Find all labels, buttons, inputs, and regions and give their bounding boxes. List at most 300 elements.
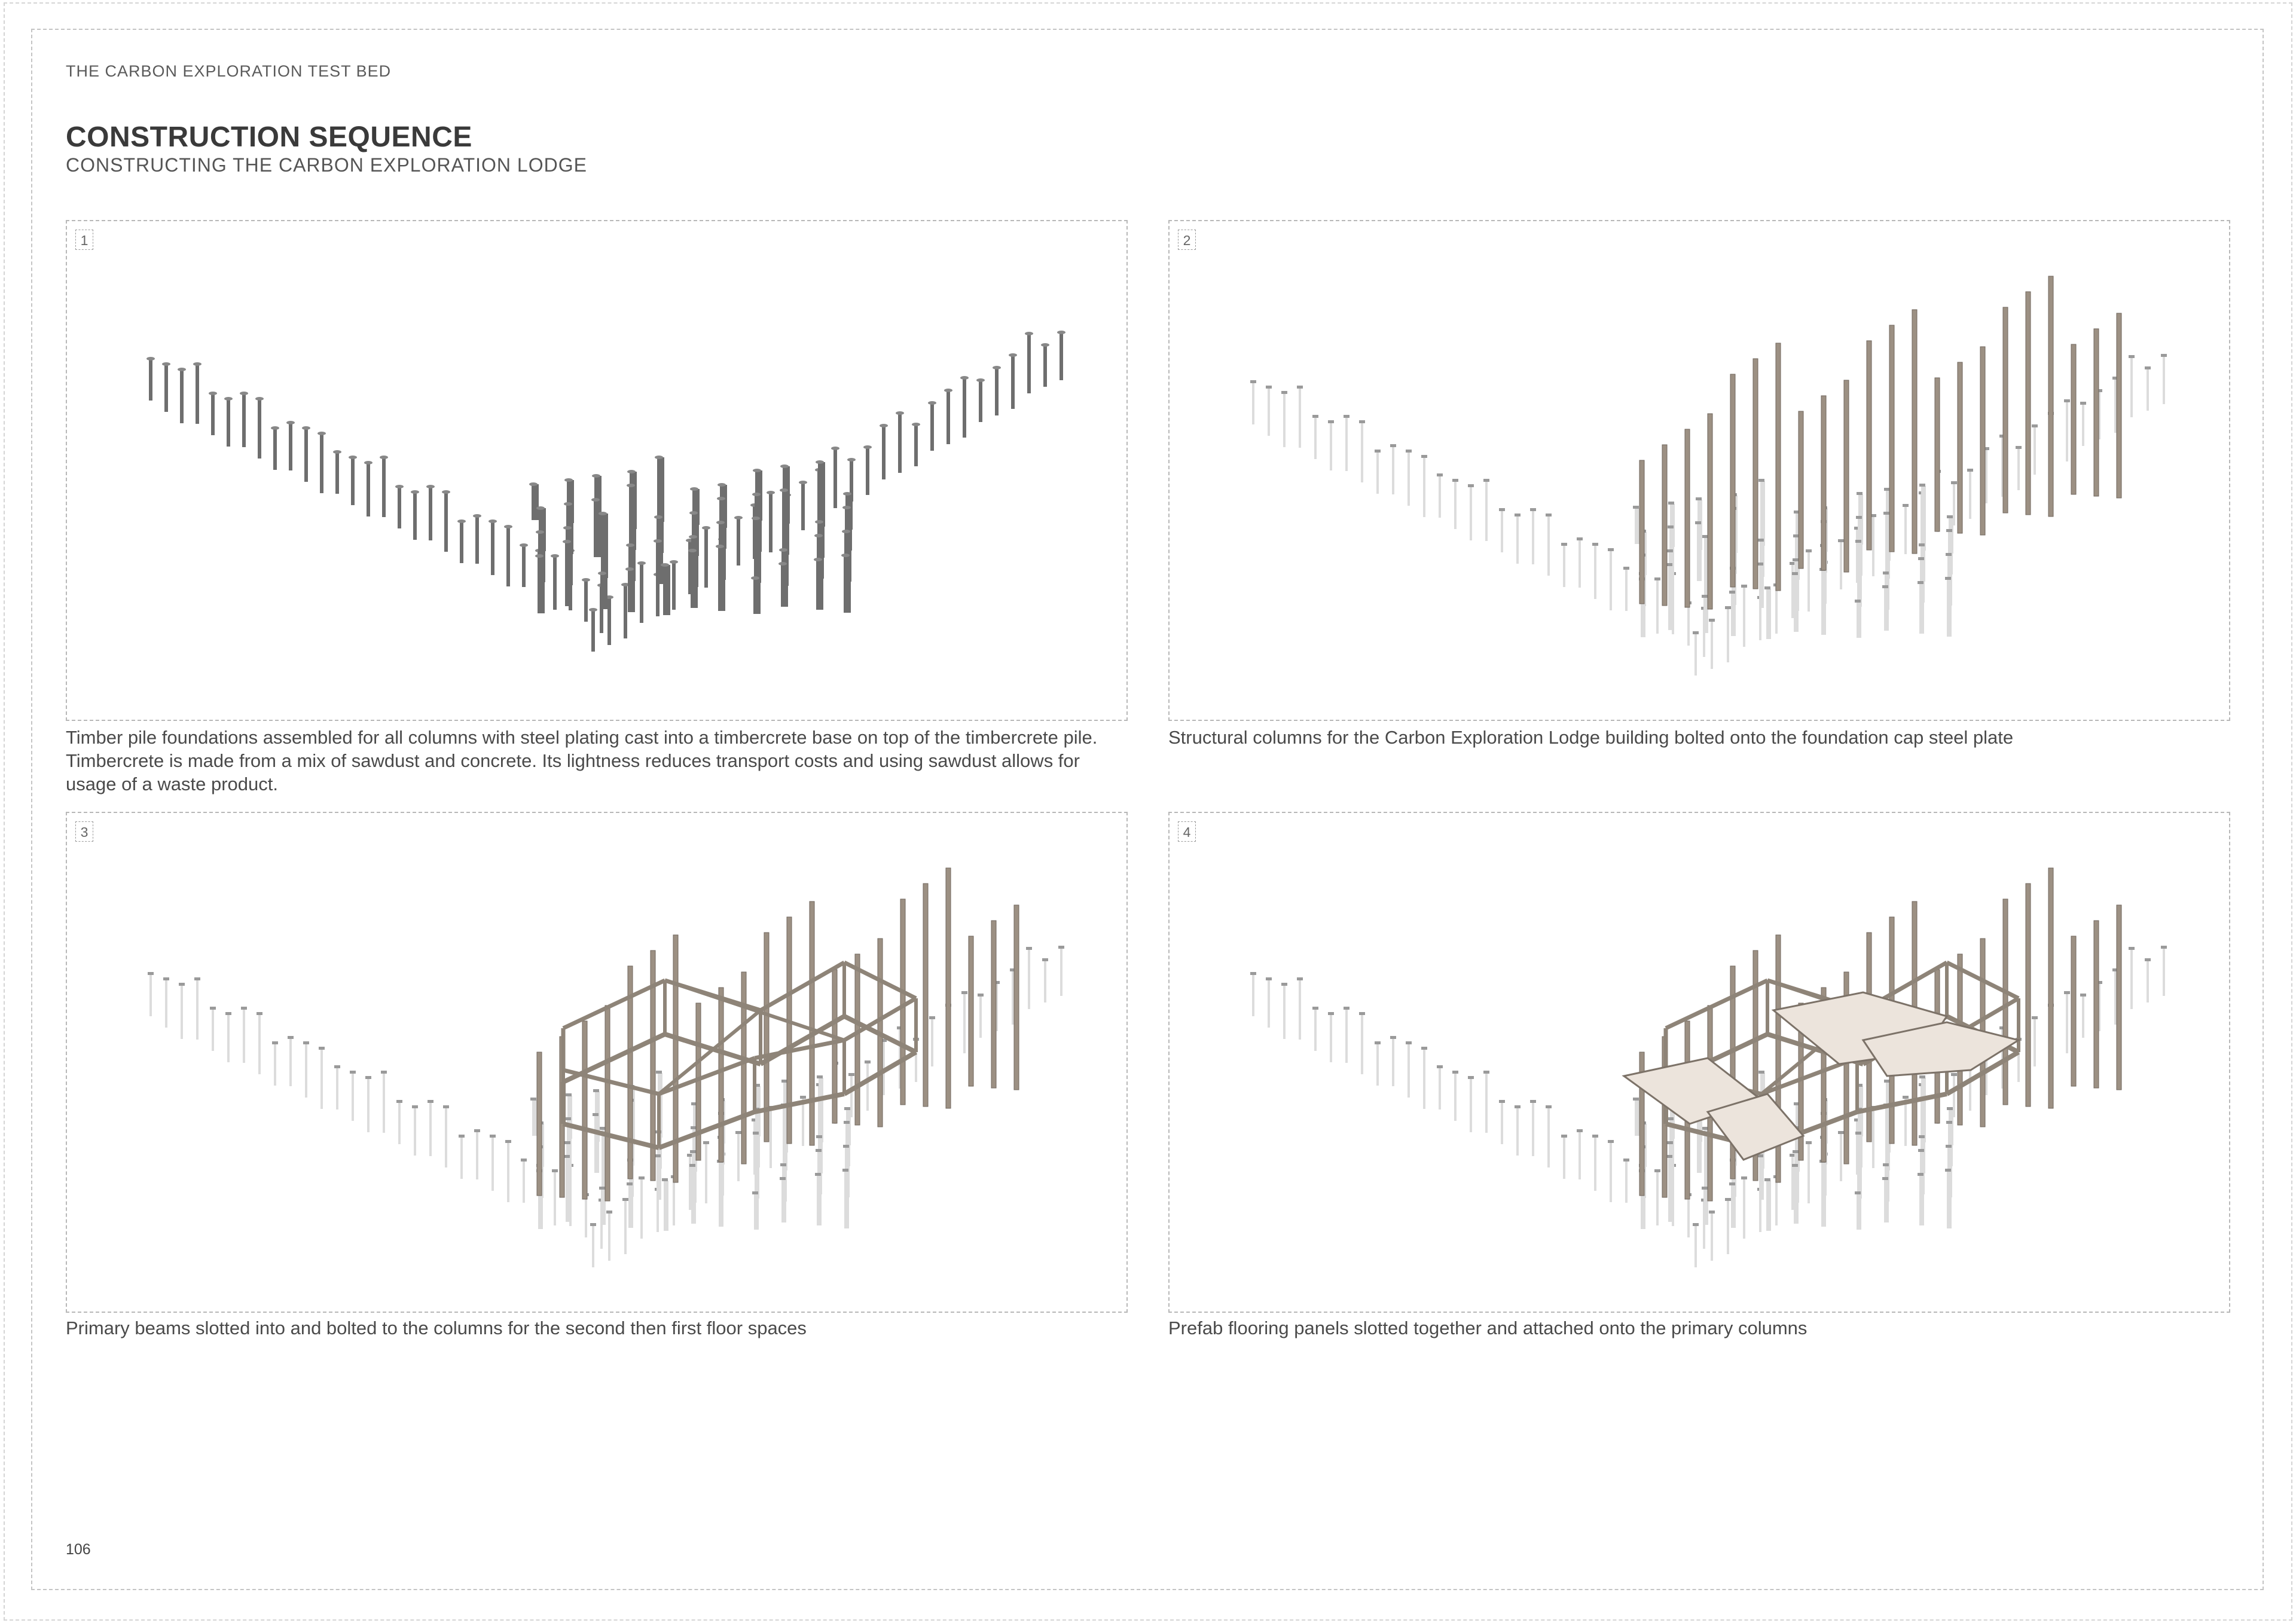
pile [1392, 1038, 1394, 1086]
pile [1775, 586, 1778, 634]
pile-cap [1437, 473, 1443, 476]
pile-cap [780, 488, 788, 492]
pile [1547, 1108, 1550, 1167]
timber-column [923, 884, 928, 1107]
pile-cap [565, 1117, 571, 1120]
pile [704, 528, 708, 588]
pile [1407, 1044, 1410, 1098]
pile [1594, 1137, 1596, 1191]
pile [1439, 476, 1441, 518]
diagram-panel-1 [66, 220, 1128, 721]
pile [1656, 1172, 1659, 1225]
pile-cap [563, 540, 571, 543]
pile [1330, 1014, 1332, 1062]
pile-cap [1729, 591, 1735, 594]
pile-cap [661, 563, 669, 567]
pile [672, 562, 676, 610]
caption-2: Structural columns for the Carbon Exploration Lodge building bolted onto the foundation cap steel plate [1168, 727, 2014, 748]
pile-cap [592, 474, 600, 478]
pile [1011, 355, 1015, 409]
timber-column [1639, 460, 1644, 604]
pile-cap [752, 1191, 758, 1194]
primary-beams-diagram [67, 813, 1129, 1314]
page-title: CONSTRUCTION SEQUENCE [66, 121, 472, 153]
pile [305, 1044, 307, 1098]
pile [1470, 1078, 1472, 1132]
pile [1904, 506, 1907, 554]
pile [1743, 587, 1745, 647]
diagram-panel-2 [1168, 220, 2230, 721]
pile [1794, 574, 1799, 632]
pile-cap [334, 1065, 340, 1068]
pile [1532, 1102, 1534, 1156]
pile-cap [529, 482, 538, 486]
pile [801, 482, 805, 530]
pile-cap [1421, 455, 1427, 458]
pile [1668, 1157, 1673, 1222]
pile [769, 493, 773, 552]
pile [1563, 1137, 1565, 1179]
pile-cap [896, 411, 904, 415]
pile-cap [412, 1105, 418, 1108]
pile [817, 1175, 822, 1225]
pile-cap [1623, 567, 1629, 570]
pile-cap [703, 1141, 709, 1144]
pile-cap [831, 447, 839, 450]
pile [523, 1161, 525, 1203]
pile-cap [593, 1113, 599, 1116]
pile-cap [637, 561, 646, 565]
pile-cap [639, 1176, 645, 1179]
pile-cap [689, 1164, 695, 1167]
pile-cap [599, 1187, 605, 1190]
pile [532, 484, 539, 520]
pile-cap [929, 1016, 935, 1019]
pile [1578, 1132, 1581, 1179]
pile [1919, 583, 1924, 634]
pile [212, 1009, 214, 1051]
pile-cap [396, 1100, 402, 1103]
pile-cap [210, 1007, 216, 1010]
pile [1743, 1179, 1745, 1239]
pile-cap [716, 521, 725, 524]
pile [833, 448, 837, 508]
pile [1012, 971, 1014, 1025]
pile-cap [317, 432, 326, 435]
pile-cap [1546, 514, 1552, 516]
structural-columns-diagram [1170, 221, 2231, 722]
pile [243, 1009, 245, 1063]
pile-cap [1437, 1065, 1443, 1068]
pile-cap [1695, 521, 1701, 524]
pile-cap [606, 1211, 612, 1214]
pile-cap [627, 470, 636, 473]
pile [1423, 457, 1425, 517]
pile-cap [1947, 515, 1953, 518]
pile-cap [2032, 1016, 2038, 1019]
pile [1635, 1100, 1639, 1136]
pile-cap [193, 362, 201, 366]
pile [1578, 540, 1581, 588]
pile-cap [1729, 1182, 1735, 1185]
panel-number-2: 2 [1178, 230, 1196, 250]
timber-column [1799, 411, 1803, 568]
pile-cap [1693, 631, 1699, 634]
primary-beam [563, 980, 665, 1028]
pile [165, 980, 167, 1028]
pile [180, 369, 184, 423]
pile-cap [488, 519, 497, 523]
pile-cap [815, 1173, 821, 1176]
timber-column [1730, 374, 1735, 587]
pile [1268, 980, 1270, 1028]
pile [1904, 1098, 1907, 1146]
pile-cap [662, 1178, 668, 1181]
pile [1376, 1044, 1379, 1086]
pile-cap [1882, 1177, 1888, 1180]
primary-beam [563, 1124, 659, 1148]
pile-cap [1883, 512, 1889, 515]
pile-cap [2064, 399, 2070, 402]
pile-cap [1452, 1071, 1458, 1074]
pile-cap [1009, 353, 1017, 357]
pile [1060, 948, 1062, 996]
pile-cap [520, 543, 528, 547]
pile [1711, 1213, 1713, 1261]
timber-column [2117, 313, 2121, 498]
page-number: 106 [66, 1541, 91, 1558]
timber-column [969, 936, 973, 1086]
pile-cap [1375, 450, 1381, 453]
pile-cap [1633, 1098, 1639, 1101]
primary-beam [665, 980, 844, 1040]
pile-cap [1359, 1012, 1365, 1015]
pile-cap [1919, 484, 1925, 487]
pile [1345, 417, 1348, 471]
pile [460, 521, 463, 563]
pile-cap [1967, 469, 1973, 472]
pile [491, 1137, 494, 1191]
pile-cap [224, 397, 233, 401]
timber-column [1889, 325, 1894, 552]
pile [1808, 552, 1810, 612]
pile [930, 403, 934, 451]
pile [444, 492, 448, 552]
pile-cap [535, 554, 544, 558]
pile-cap [767, 491, 775, 494]
pile [1727, 609, 1729, 662]
pile [770, 1108, 772, 1168]
pile-cap [1623, 1159, 1629, 1162]
pile [1470, 487, 1472, 540]
pile [691, 1166, 696, 1224]
pile [2147, 961, 2149, 1002]
pile [1454, 1073, 1457, 1121]
drawing-group [1250, 868, 2167, 1267]
pile [413, 492, 417, 540]
pile [1501, 1102, 1503, 1144]
pile [1668, 566, 1673, 630]
pile-cap [735, 1131, 741, 1134]
pile-cap [1856, 516, 1862, 519]
pile-cap [490, 1135, 496, 1138]
primary-beam [761, 1016, 844, 1064]
pile-cap [2080, 402, 2086, 405]
pile-cap [734, 516, 743, 519]
pile [1043, 345, 1047, 387]
pile-cap [1608, 548, 1614, 551]
pile [737, 1133, 740, 1181]
timber-column [1776, 343, 1781, 591]
pile-cap [2145, 366, 2151, 369]
pile-cap [2032, 424, 2038, 427]
pile-cap [625, 567, 634, 571]
pile [352, 1073, 354, 1121]
timber-column [741, 972, 746, 1164]
pile-cap [1946, 1121, 1952, 1124]
pile [532, 1100, 537, 1136]
timber-column [2071, 344, 2076, 494]
flooring-panels-diagram [1170, 813, 2231, 1314]
pile [1454, 481, 1457, 529]
pile-cap [1857, 492, 1863, 495]
pile [538, 556, 545, 613]
pile [304, 428, 308, 482]
pile [1857, 602, 1861, 638]
pile-cap [1792, 1164, 1798, 1167]
pile [506, 527, 510, 586]
pile-cap [848, 1073, 854, 1076]
pile [2130, 357, 2133, 417]
pile-cap [1375, 1041, 1381, 1044]
pile-cap [1883, 571, 1889, 574]
pile-cap [1702, 1187, 1708, 1190]
primary-beam [1666, 980, 1767, 1028]
drawing-group [148, 868, 1064, 1267]
pile-cap [1919, 1075, 1925, 1078]
panel-number-1: 1 [75, 230, 93, 250]
pile [755, 1134, 759, 1199]
pile [1268, 388, 1270, 436]
pile-cap [1806, 1141, 1812, 1144]
pile [1625, 1161, 1628, 1203]
pile [664, 1181, 668, 1231]
pile [258, 399, 261, 459]
pile-cap [1696, 497, 1702, 500]
pile-cap [1838, 1131, 1844, 1134]
pile-cap [474, 1129, 480, 1132]
pile [1687, 1196, 1690, 1237]
pile-cap [1918, 557, 1924, 560]
pile-cap [1758, 539, 1764, 542]
pile [445, 1108, 447, 1167]
pile [2130, 949, 2133, 1009]
pile [2114, 379, 2117, 433]
pile-cap [1344, 1007, 1349, 1010]
pile-cap [1919, 1135, 1925, 1138]
pile [2114, 971, 2117, 1025]
pile-cap [1250, 380, 1256, 383]
pile [351, 457, 355, 505]
pile [1694, 1225, 1697, 1267]
pile [320, 1049, 323, 1109]
pile-cap [1709, 619, 1715, 622]
pile [181, 985, 183, 1039]
pile [866, 1063, 869, 1111]
pile-cap [912, 423, 920, 426]
pile-cap [863, 445, 872, 449]
pile-cap [1903, 1096, 1909, 1099]
diagram-panel-4 [1168, 812, 2230, 1313]
caption-1: Timber pile foundations assembled for all columns with steel plating cast into a timbercrete base on top of the timbercrete pile. Timbercrete is made from a mix of sawdust and concrete. Its lightness reduces transport costs and using sawdust allows for usage of a waste product. [66, 727, 1098, 794]
pile [2163, 356, 2165, 404]
pile [1731, 593, 1736, 636]
pile-cap [654, 539, 662, 543]
drawing-group [1250, 276, 2167, 676]
pile-cap [1297, 386, 1303, 389]
pile-cap [1946, 529, 1952, 532]
pile [164, 364, 168, 412]
pile [553, 556, 557, 610]
pile-cap [1058, 946, 1064, 949]
timber-column [1014, 905, 1019, 1090]
pile-cap [536, 506, 545, 510]
pile [1821, 570, 1826, 635]
pile [196, 364, 199, 424]
pile-cap [536, 530, 544, 534]
pile [963, 378, 966, 438]
pile-cap [1946, 1145, 1952, 1148]
pile-cap [1945, 577, 1951, 580]
pile [566, 1157, 570, 1222]
pile [1635, 508, 1639, 544]
pile [1252, 383, 1254, 424]
pile-cap [1483, 1071, 1489, 1074]
pile-cap [844, 1121, 850, 1124]
pile-cap [1793, 558, 1799, 561]
pile-cap [566, 1093, 572, 1096]
pile-cap [428, 1100, 433, 1103]
pile-cap [1515, 514, 1521, 516]
pile [663, 565, 670, 615]
pile-cap [978, 994, 984, 997]
timber-column [719, 988, 723, 1162]
pile-cap [163, 977, 169, 980]
pile-cap [1390, 1036, 1396, 1039]
pile [1501, 511, 1503, 552]
pile-cap [457, 519, 466, 523]
pile-cap [1025, 332, 1033, 335]
pile [1547, 516, 1550, 576]
pile-cap [1042, 958, 1048, 961]
pile-cap [843, 1145, 849, 1148]
pile [1760, 481, 1765, 546]
pile [1766, 1181, 1771, 1231]
pile-foundations-diagram [67, 221, 1129, 722]
pile [1330, 423, 1332, 470]
pile [335, 452, 339, 494]
pile-cap [718, 483, 726, 487]
pile-cap [225, 1012, 231, 1015]
timber-column [1844, 380, 1849, 572]
pile-cap [1855, 600, 1861, 603]
pile [227, 1014, 230, 1062]
pile-cap [1041, 343, 1049, 347]
pile [819, 1078, 823, 1142]
pile-cap [1882, 585, 1888, 588]
timber-column [2026, 292, 2031, 515]
pile [1697, 1115, 1702, 1173]
pile [507, 1142, 509, 1202]
pile-cap [426, 485, 435, 488]
pile [608, 1213, 610, 1261]
pile [475, 516, 479, 564]
pile [242, 393, 246, 447]
pile-cap [1328, 420, 1334, 423]
timber-column [787, 917, 792, 1144]
pile [1985, 450, 1987, 503]
pile-cap [1421, 1047, 1427, 1050]
timber-column [991, 921, 996, 1088]
pile [1731, 1185, 1736, 1228]
pile-cap [2016, 446, 2022, 449]
pile [1921, 1078, 1926, 1142]
pile [1314, 1009, 1317, 1051]
pile-cap [178, 368, 186, 371]
timber-column [1821, 396, 1826, 570]
pile-cap [2145, 958, 2151, 961]
pile-cap [622, 1198, 628, 1201]
pile [289, 423, 292, 470]
pile-cap [654, 515, 662, 519]
pile-cap [1668, 502, 1674, 505]
pile [1857, 1134, 1862, 1199]
drawing-group [146, 331, 1065, 652]
pile-cap [1725, 606, 1731, 609]
pile [1840, 542, 1842, 589]
pile [1884, 588, 1889, 631]
timber-column [1980, 347, 1985, 535]
pile-cap [209, 392, 217, 395]
pile [2017, 448, 2020, 490]
pile [628, 569, 635, 612]
pile [657, 1157, 661, 1200]
pile [1044, 961, 1046, 1002]
pile [491, 521, 494, 575]
primary-beam [761, 962, 844, 1010]
timber-column [1685, 429, 1690, 607]
pile-cap [1741, 585, 1747, 588]
pile-cap [1297, 977, 1303, 980]
pile [995, 368, 999, 415]
pile [844, 555, 851, 613]
pile-cap [816, 460, 824, 464]
pile-cap [1693, 1223, 1699, 1226]
pile [705, 1144, 707, 1203]
pile [600, 573, 607, 609]
pile-cap [689, 511, 698, 515]
pile [947, 390, 950, 444]
pile-cap [814, 534, 823, 537]
pile [1439, 1068, 1441, 1109]
pile-cap [564, 502, 572, 506]
pile [1775, 1178, 1778, 1225]
pile [1392, 447, 1394, 494]
pile-cap [286, 421, 295, 424]
pile-cap [1499, 508, 1505, 511]
pile [1407, 452, 1410, 506]
pile [1532, 511, 1534, 564]
